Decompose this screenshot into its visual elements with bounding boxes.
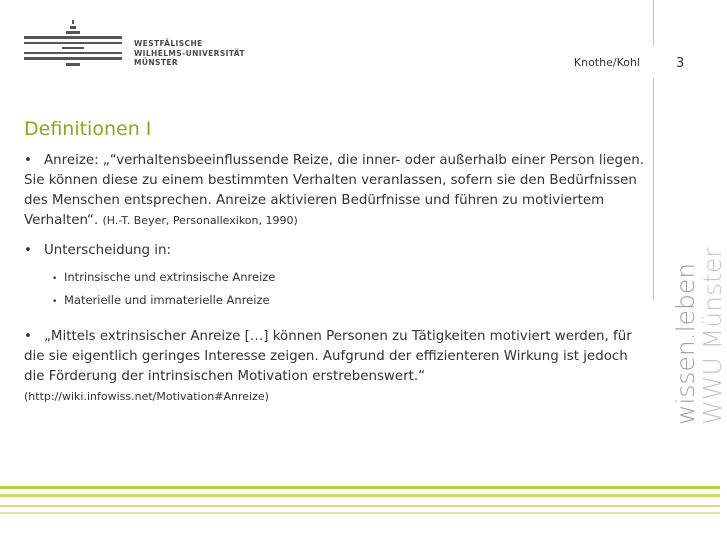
footer-stripe — [0, 505, 720, 507]
paragraph-anreize — [24, 151, 644, 231]
footer-stripe — [0, 486, 720, 489]
slogan — [672, 248, 726, 425]
source-paragraph — [24, 387, 644, 407]
source-link[interactable]: (http://wiki.infowiss.net/Motivation#Anreize) — [24, 390, 269, 403]
slogan-word-1: wissen — [671, 340, 700, 425]
footer-stripe — [0, 512, 720, 514]
university-name — [134, 39, 245, 68]
sub-bullet-marker: • — [52, 274, 58, 284]
header-divider — [653, 0, 654, 46]
bullet-marker: • — [24, 329, 32, 344]
paragraph-unterscheidung — [24, 241, 644, 261]
page-title: Definitionen I — [24, 118, 152, 140]
paragraph-quote-text: „Mittels extrinsischer Anreize […] können Personen zu Tätigkeiten motiviert werden, für die sie eigentlich geringes Interesse zeigen. Aufgrund der effizienteren Wirkung ist jedoch die Förderung der intrinsischen Motivation erstrebenswert.“ — [24, 329, 632, 384]
sub-list-item — [52, 290, 644, 313]
paragraph-unterscheidung-text: Unterscheidung in: — [44, 243, 172, 258]
page-number: 3 — [676, 56, 685, 71]
bullet-marker: • — [24, 153, 32, 168]
sub-list-item-text: Intrinsische und extrinsische Anreize — [64, 270, 276, 284]
university-name-line-2: WILHELMS-UNIVERSITÄT — [134, 48, 245, 58]
slide-content — [24, 151, 644, 407]
logo-emblem-icon — [24, 20, 134, 70]
bullet-marker: • — [24, 243, 32, 258]
sub-list-item-text: Materielle und immaterielle Anreize — [64, 293, 270, 307]
sub-list-item — [52, 267, 644, 290]
sub-bullet-marker: • — [52, 297, 58, 307]
university-logo — [24, 20, 244, 70]
slogan-line-2: WWU Münster — [698, 247, 727, 425]
paragraph-anreize-text: Anreize: „“verhaltensbeeinflussende Reize, die inner- oder außerhalb einer Person liegen. Sie können diese zu einem bestimmten Verhalten veranlassen, sofern sie den Bedürfnissen des Menschen entsprechen. Anreize aktivieren Bedürfnisse und führen zu motiviertem Verhalten“. — [24, 153, 645, 228]
author-label: Knothe/Kohl — [573, 56, 640, 69]
side-divider — [653, 78, 654, 300]
university-name-line-1: WESTFÄLISCHE — [134, 39, 203, 48]
university-name-line-3: MÜNSTER — [134, 58, 179, 67]
citation: (H.-T. Beyer, Personallexikon, 1990) — [102, 214, 298, 227]
slogan-word-2: leben — [671, 262, 700, 333]
slogan-dot: . — [671, 332, 700, 341]
paragraph-quote — [24, 327, 644, 387]
footer-stripe — [0, 494, 720, 497]
